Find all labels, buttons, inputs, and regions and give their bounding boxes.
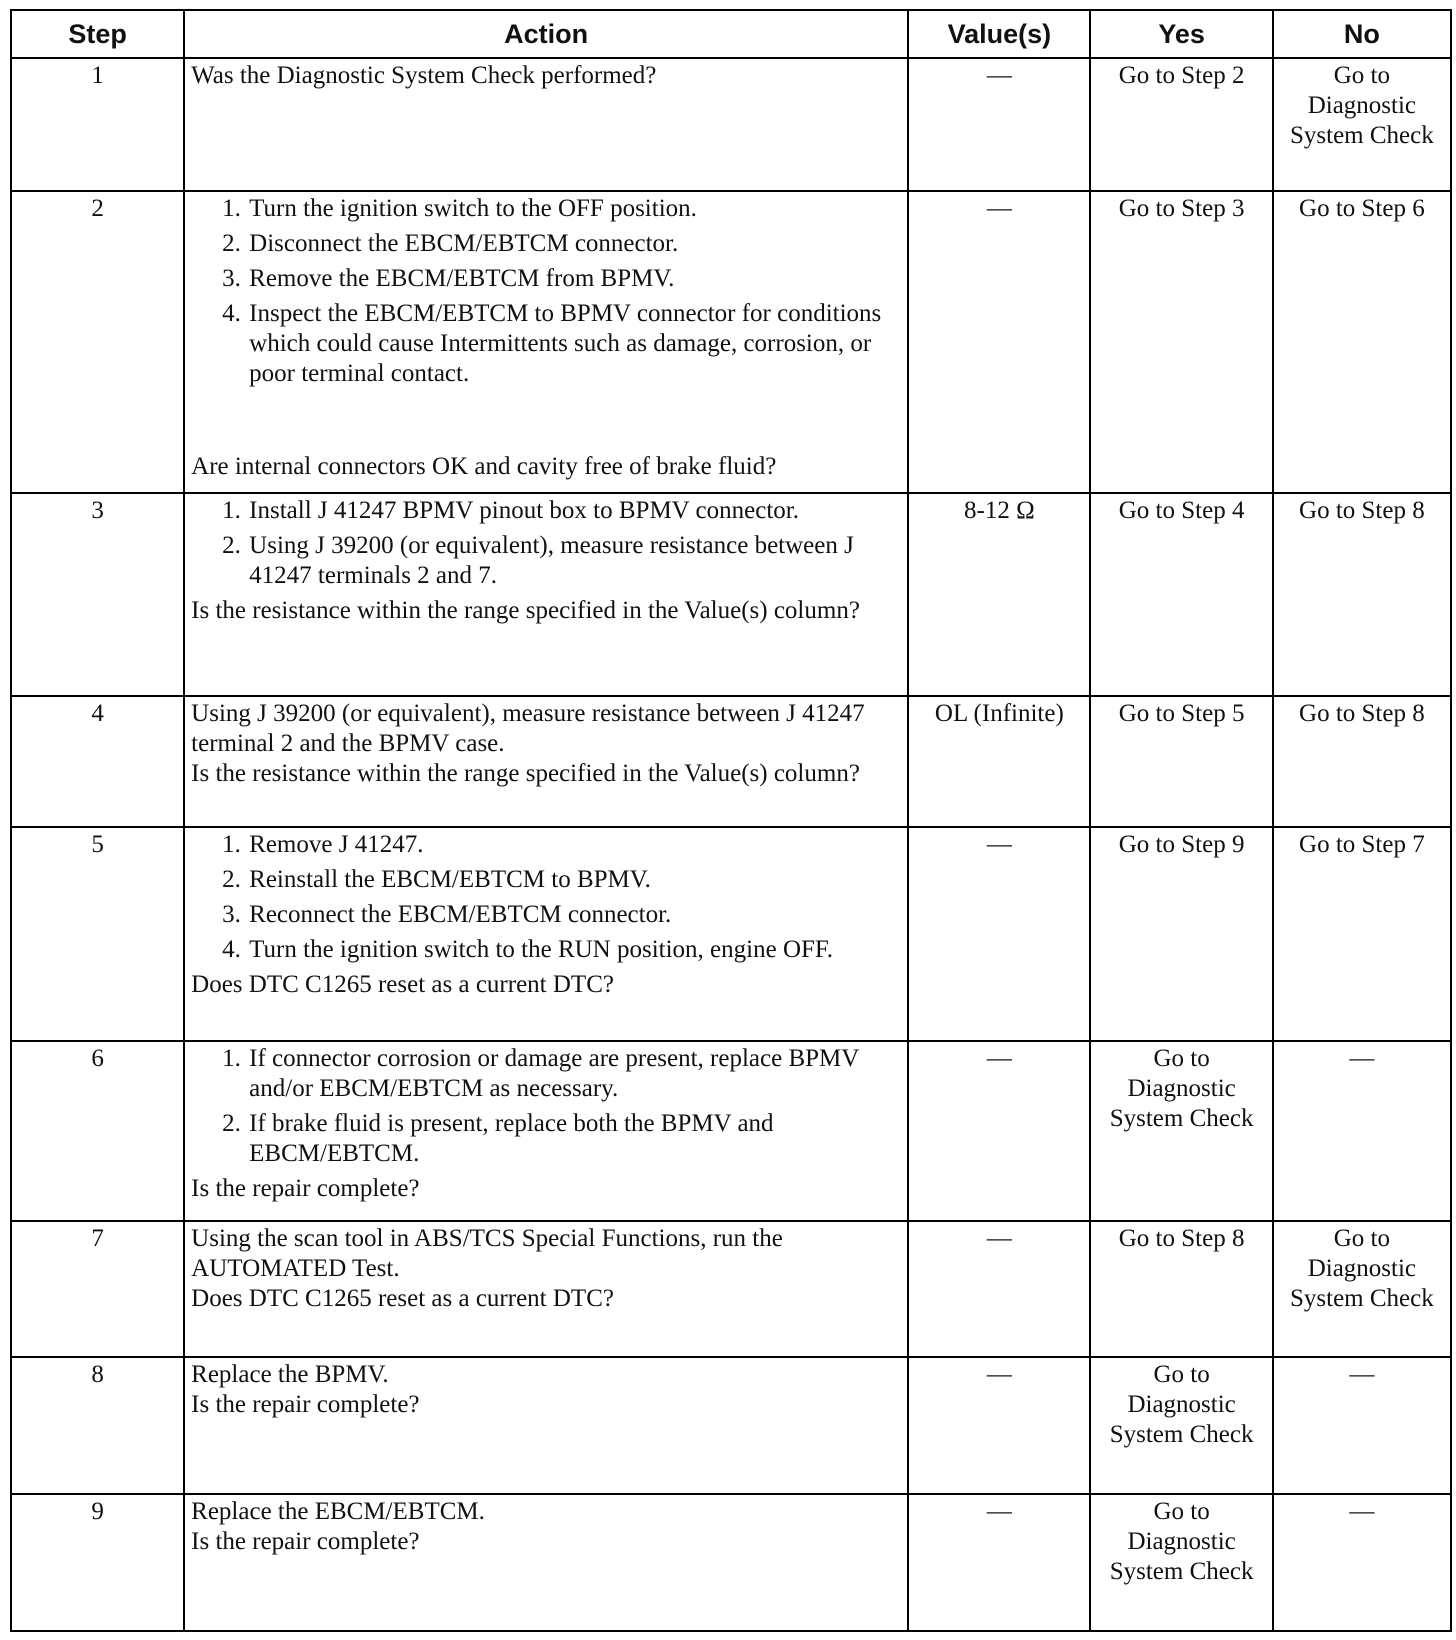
question-text: Is the repair complete? (191, 1175, 420, 1203)
action-step: 2. Disconnect the EBCM/EBTCM connector. (247, 229, 901, 259)
action-cell (184, 827, 908, 1042)
action-steps (191, 830, 901, 965)
value-cell: — (908, 1221, 1090, 1357)
value-cell: 8-12 Ω (908, 493, 1090, 696)
action-cell (184, 58, 908, 191)
question-text: Is the repair complete? (191, 1527, 420, 1555)
header-yes: Yes (1090, 10, 1272, 58)
yes-cell: Go to Step 2 (1090, 58, 1272, 191)
action-cell (184, 1357, 908, 1494)
action-steps (191, 1044, 901, 1169)
action-text: Using J 39200 (or equivalent), measure resistance between J 41247 terminal 2 and the BPMV case. (191, 699, 865, 757)
no-cell: Go to Diagnostic System Check (1273, 1221, 1451, 1357)
question-text: Is the resistance within the range specified in the Value(s) column? (191, 759, 860, 787)
question-text: Are internal connectors OK and cavity free of brake fluid? (191, 453, 777, 481)
table-row (11, 191, 1451, 493)
header-step: Step (11, 10, 184, 58)
value-cell: — (908, 1041, 1090, 1220)
step-number: 5 (11, 827, 184, 1042)
no-cell: — (1273, 1041, 1451, 1220)
step-number: 6 (11, 1041, 184, 1220)
table-row (11, 1357, 1451, 1494)
yes-cell: Go to Step 5 (1090, 696, 1272, 827)
action-cell (184, 191, 908, 493)
question-text: Does DTC C1265 reset as a current DTC? (191, 970, 614, 998)
action-text: Using the scan tool in ABS/TCS Special Functions, run the AUTOMATED Test. (191, 1224, 783, 1282)
action-cell (184, 1221, 908, 1357)
table-row (11, 1041, 1451, 1220)
action-cell (184, 493, 908, 696)
yes-cell: Go to Step 3 (1090, 191, 1272, 493)
yes-cell: Go to Diagnostic System Check (1090, 1494, 1272, 1631)
step-number: 7 (11, 1221, 184, 1357)
value-cell: — (908, 1494, 1090, 1631)
no-cell: Go to Step 8 (1273, 696, 1451, 827)
action-step: 1. If connector corrosion or damage are present, replace BPMV and/or EBCM/EBTCM as necessary. (247, 1044, 901, 1104)
value-cell: — (908, 827, 1090, 1042)
action-step: 2. Using J 39200 (or equivalent), measure resistance between J 41247 terminals 2 and 7. (247, 531, 901, 591)
no-cell: — (1273, 1357, 1451, 1494)
yes-cell: Go to Step 4 (1090, 493, 1272, 696)
action-text: Replace the BPMV. (191, 1360, 389, 1388)
table-row (11, 493, 1451, 696)
header-row (11, 10, 1451, 58)
action-cell (184, 1041, 908, 1220)
action-steps (191, 194, 901, 389)
yes-cell: Go to Diagnostic System Check (1090, 1357, 1272, 1494)
no-cell: Go to Step 7 (1273, 827, 1451, 1042)
step-number: 1 (11, 58, 184, 191)
action-text: Replace the EBCM/EBTCM. (191, 1497, 485, 1525)
question-text: Is the repair complete? (191, 1390, 420, 1418)
action-step: 1. Remove J 41247. (247, 830, 901, 860)
yes-cell: Go to Step 8 (1090, 1221, 1272, 1357)
step-number: 8 (11, 1357, 184, 1494)
step-number: 9 (11, 1494, 184, 1631)
header-no: No (1273, 10, 1451, 58)
no-cell: Go to Step 6 (1273, 191, 1451, 493)
yes-cell: Go to Step 9 (1090, 827, 1272, 1042)
action-step: 2. Reinstall the EBCM/EBTCM to BPMV. (247, 865, 901, 895)
yes-cell: Go to Diagnostic System Check (1090, 1041, 1272, 1220)
header-action: Action (184, 10, 908, 58)
table-row (11, 827, 1451, 1042)
table-row (11, 696, 1451, 827)
table-row (11, 1494, 1451, 1631)
question-text: Was the Diagnostic System Check performed? (191, 62, 657, 89)
step-number: 4 (11, 696, 184, 827)
no-cell: Go to Diagnostic System Check (1273, 58, 1451, 191)
action-step: 4. Inspect the EBCM/EBTCM to BPMV connector for conditions which could cause Intermittents such as damage, corrosion, or poor terminal contact. (247, 299, 901, 389)
diagnostic-table (10, 9, 1452, 1632)
action-step: 3. Reconnect the EBCM/EBTCM connector. (247, 900, 901, 930)
value-cell: — (908, 191, 1090, 493)
action-cell (184, 696, 908, 827)
value-cell: OL (Infinite) (908, 696, 1090, 827)
step-number: 2 (11, 191, 184, 493)
header-values: Value(s) (908, 10, 1090, 58)
action-step: 1. Turn the ignition switch to the OFF position. (247, 194, 901, 224)
no-cell: — (1273, 1494, 1451, 1631)
action-step: 1. Install J 41247 BPMV pinout box to BPMV connector. (247, 496, 901, 526)
question-text: Does DTC C1265 reset as a current DTC? (191, 1284, 614, 1312)
table-row (11, 1221, 1451, 1357)
question-text: Is the resistance within the range specified in the Value(s) column? (191, 596, 860, 624)
no-cell: Go to Step 8 (1273, 493, 1451, 696)
action-step: 3. Remove the EBCM/EBTCM from BPMV. (247, 264, 901, 294)
step-number: 3 (11, 493, 184, 696)
value-cell: — (908, 1357, 1090, 1494)
table-row (11, 58, 1451, 191)
action-steps (191, 496, 901, 591)
action-cell (184, 1494, 908, 1631)
action-step: 2. If brake fluid is present, replace both the BPMV and EBCM/EBTCM. (247, 1109, 901, 1169)
value-cell: — (908, 58, 1090, 191)
action-step: 4. Turn the ignition switch to the RUN position, engine OFF. (247, 935, 901, 965)
